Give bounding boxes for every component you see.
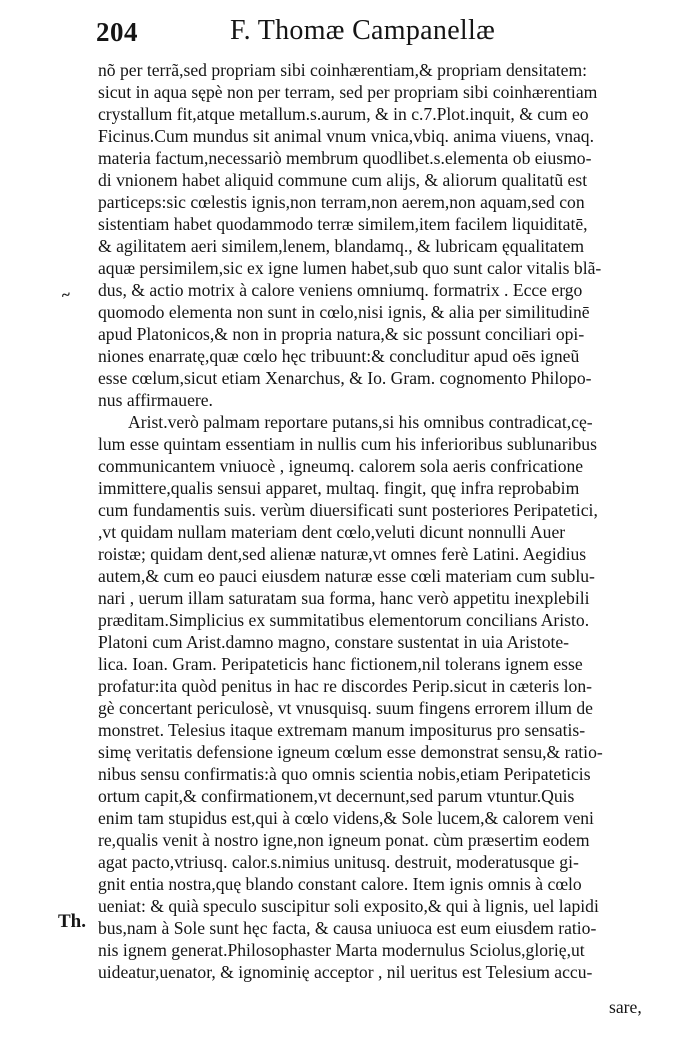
text-line: apud Platonicos,& non in propria natura,& sic possunt conciliari opi-	[98, 324, 585, 344]
text-line: Arist.verò palmam reportare putans,si his omnibus contradicat,cę-	[128, 412, 593, 432]
text-line: præditam.Simplicius ex summitatibus elementorum concilians Aristo.	[98, 610, 590, 630]
text-line: nari , uerum illam saturatam sua forma, hanc verò appetitu inexplebili	[98, 588, 590, 608]
text-line: esse cœlum,sicut etiam Xenarchus, & Io. Gram. cognomento Philopo-	[98, 368, 592, 388]
text-line: monstret. Telesius itaque extremam manum impositurus pro sensatis-	[98, 720, 586, 740]
text-line: ,vt quidam nullam materiam dent cœlo,veluti dicunt nonnulli Auer	[98, 522, 566, 542]
text-line: roistæ; quidam dent,sed alienæ naturæ,vt omnes ferè Latini. Aegidius	[98, 544, 587, 564]
text-line: cum fundamentis suis. verùm diuersificati sunt posteriores Peripatetici,	[98, 500, 598, 520]
text-line: & agilitatem aeri similem,lenem, blandamq., & lubricam ęqualitatem	[98, 236, 585, 256]
text-line: niones enarratę,quæ cœlo hęc tribuunt:& concluditur apud oēs igneũ	[98, 346, 580, 366]
text-line: crystallum fit,atque metallum.s.aurum, & in c.7.Plot.inquit, & cum eo	[98, 104, 589, 124]
text-line: autem,& cum eo pauci eiusdem naturæ esse cœli materiam cum sublu-	[98, 566, 595, 586]
text-line: quomodo elementa non sunt in cœlo,nisi ignis, & alia per similitudinē	[98, 302, 590, 322]
text-line: agat pacto,vtriusq. calor.s.nimius unitusq. destruit, moderatusque gi-	[98, 852, 579, 872]
text-line: uideatur,uenator, & ignominię acceptor , nil ueritus est Telesium accu-	[98, 962, 593, 982]
text-line: materia factum,necessariò membrum quodlibet.s.elementa ob eiusmo-	[98, 148, 592, 168]
text-line: simę veritatis defensione igneum cœlum esse demonstrat sensu,& ratio-	[98, 742, 603, 762]
text-line: nõ per terrã,sed propriam sibi coinhærentiam,& propriam densitatem:	[98, 60, 588, 80]
text-line: lum esse quintam essentiam in nullis cum his inferioribus sublunaribus	[98, 434, 597, 454]
text-line: nis ignem generat.Philosophaster Marta modernulus Sciolus,glorię,ut	[98, 940, 585, 960]
text-line: profatur:ita quòd penitus in hac re discordes Perip.sicut in cæteris lon-	[98, 676, 592, 696]
text-line: nus affirmauere.	[98, 390, 213, 410]
text-line: Ficinus.Cum mundus sit animal vnum vnica,vbiq. anima viuens, vnaq.	[98, 126, 595, 146]
text-line: nibus sensu confirmatis:à quo omnis scientia nobis,etiam Peripateticis	[98, 764, 591, 784]
text-line: gè concertant periculosè, vt vnusquisq. suum fingens errorem illum de	[98, 698, 593, 718]
marginal-pointer-mark: ~	[60, 286, 72, 305]
text-line: lica. Ioan. Gram. Peripateticis hanc fictionem,nil tolerans ignem esse	[98, 654, 583, 674]
text-line: particeps:sic cœlestis ignis,non terram,non aerem,non aquam,sed con	[98, 192, 585, 212]
text-line: sicut in aqua sępè non per terram, sed per propriam sibi coinhærentiam	[98, 82, 598, 102]
running-head: F. Thomæ Campanellæ	[230, 15, 496, 46]
text-line: aquæ persimilem,sic ex igne lumen habet,sub quo sunt calor vitalis blã-	[98, 258, 602, 278]
text-line: ortum capit,& confirmationem,vt decernunt,sed parum vtuntur.Quis	[98, 786, 575, 806]
catchword: sare,	[609, 997, 642, 1017]
marginal-note: Th.	[58, 911, 86, 932]
text-line: ueniat: & quià speculo suscipitur soli exposito,& qui à lignis, uel lapidi	[98, 896, 599, 916]
text-line: gnit entia nostra,quę blando constant calore. Item ignis omnis à cœlo	[98, 874, 582, 894]
text-line: dus, & actio motrix à calore veniens omniumq. formatrix . Ecce ergo	[98, 280, 583, 300]
text-line: Platoni cum Arist.damno magno, constare sustentat in uia Aristote-	[98, 632, 570, 652]
text-line: immittere,qualis sensui apparet, multaq. fingit, quę infra reprobabim	[98, 478, 580, 498]
text-line: sistentiam habet quodammodo terræ similem,item facilem liquiditatē,	[98, 214, 588, 234]
text-line: bus,nam à Sole sunt hęc facta, & causa uniuoca est eum eiusdem ratio-	[98, 918, 597, 938]
text-line: re,qualis venit à nostro igne,non igneum ponat. cùm præsertim eodem	[98, 830, 590, 850]
page-number: 204	[96, 17, 138, 47]
text-line: enim tam stupidus est,qui à cœlo videns,& Sole lucem,& calorem veni	[98, 808, 594, 828]
text-line: di vnionem habet aliquid commune cum alijs, & aliorum qualitatũ est	[98, 170, 588, 190]
text-line: communicantem vniuocè , igneumq. calorem sola aeris confricatione	[98, 456, 584, 476]
